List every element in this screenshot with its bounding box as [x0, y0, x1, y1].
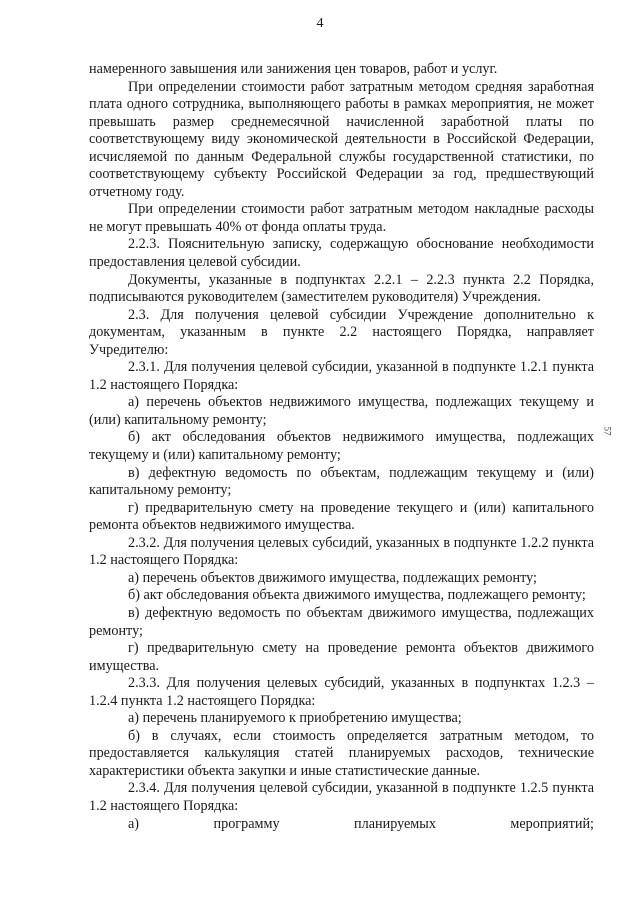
paragraph: а) перечень планируемого к приобретению имущества;: [128, 710, 462, 727]
paragraph: При определении стоимости работ затратным методом средняя заработная плата одного сотрудника, выполняющего работы в рамках мероприятия, не может превышать размер среднемесячной начисленной заработной платы по соответствующему виду экономической деятельности в Российской Федерации, исчисляемой по данным Федеральной службы государственной статистики, по соответствующему субъекту Российской Федерации за год, предшествующий отчетному году.: [89, 78, 594, 200]
paragraph: 2.3.2. Для получения целевых субсидий, указанных в подпункте 1.2.2 пункта 1.2 настоящего Порядка:: [89, 534, 594, 569]
paragraph: 2.3. Для получения целевой субсидии Учреждение дополнительно к документам, указанным в пункте 2.2 настоящего Порядка, направляет Учредителю:: [89, 306, 594, 358]
document-body: [89, 61, 594, 833]
paragraph: г) предварительную смету на проведение текущего и (или) капитального ремонта объектов недвижимого имущества.: [89, 499, 594, 534]
paragraph: б) акт обследования объекта движимого имущества, подлежащего ремонту;: [128, 587, 586, 604]
paragraph: в) дефектную ведомость по объектам движимого имущества, подлежащих ремонту;: [89, 604, 594, 639]
paragraph: г) предварительную смету на проведение ремонта объектов движимого имущества.: [89, 640, 594, 674]
paragraph: а) перечень объектов движимого имущества, подлежащих ремонту;: [128, 569, 537, 586]
paragraph: Документы, указанные в подпунктах 2.2.1 – 2.2.3 пункта 2.2 Порядка, подписываются руководителем (заместителем руководителя) Учреждения.: [89, 271, 594, 306]
paragraph: намеренного завышения или занижения цен товаров, работ и услуг.: [89, 61, 498, 77]
paragraph: 2.3.1. Для получения целевой субсидии, указанной в подпункте 1.2.1 пункта 1.2 настоящего Порядка:: [89, 359, 594, 393]
paragraph: б) в случаях, если стоимость определяется затратным методом, то предоставляется калькуляция статей планируемых расходов, технические характеристики объекта закупки и иные статистические данные.: [89, 727, 594, 779]
paragraph: 2.3.3. Для получения целевых субсидий, указанных в подпунктах 1.2.3 – 1.2.4 пункта 1.2 настоящего Порядка:: [89, 675, 594, 709]
paragraph: а) программу планируемых мероприятий;: [128, 815, 594, 832]
paragraph: в) дефектную ведомость по объектам, подлежащим текущему и (или) капитальному ремонту;: [89, 464, 594, 499]
paragraph: 2.2.3. Пояснительную записку, содержащую обоснование необходимости предоставления целевой субсидии.: [89, 236, 594, 271]
page-number: 4: [316, 16, 324, 31]
paragraph: 2.3.4. Для получения целевой субсидии, указанной в подпункте 1.2.5 пункта 1.2 настоящего Порядка:: [89, 780, 594, 814]
paragraph: а) перечень объектов недвижимого имущества, подлежащих текущему и (или) капитальному ремонту;: [89, 394, 594, 428]
side-margin-mark: 57: [602, 426, 613, 436]
paragraph: При определении стоимости работ затратным методом накладные расходы не могут превышать 40% от фонда оплаты труда.: [89, 201, 594, 235]
paragraph: б) акт обследования объектов недвижимого имущества, подлежащих текущему и (или) капитальному ремонту;: [89, 429, 594, 464]
